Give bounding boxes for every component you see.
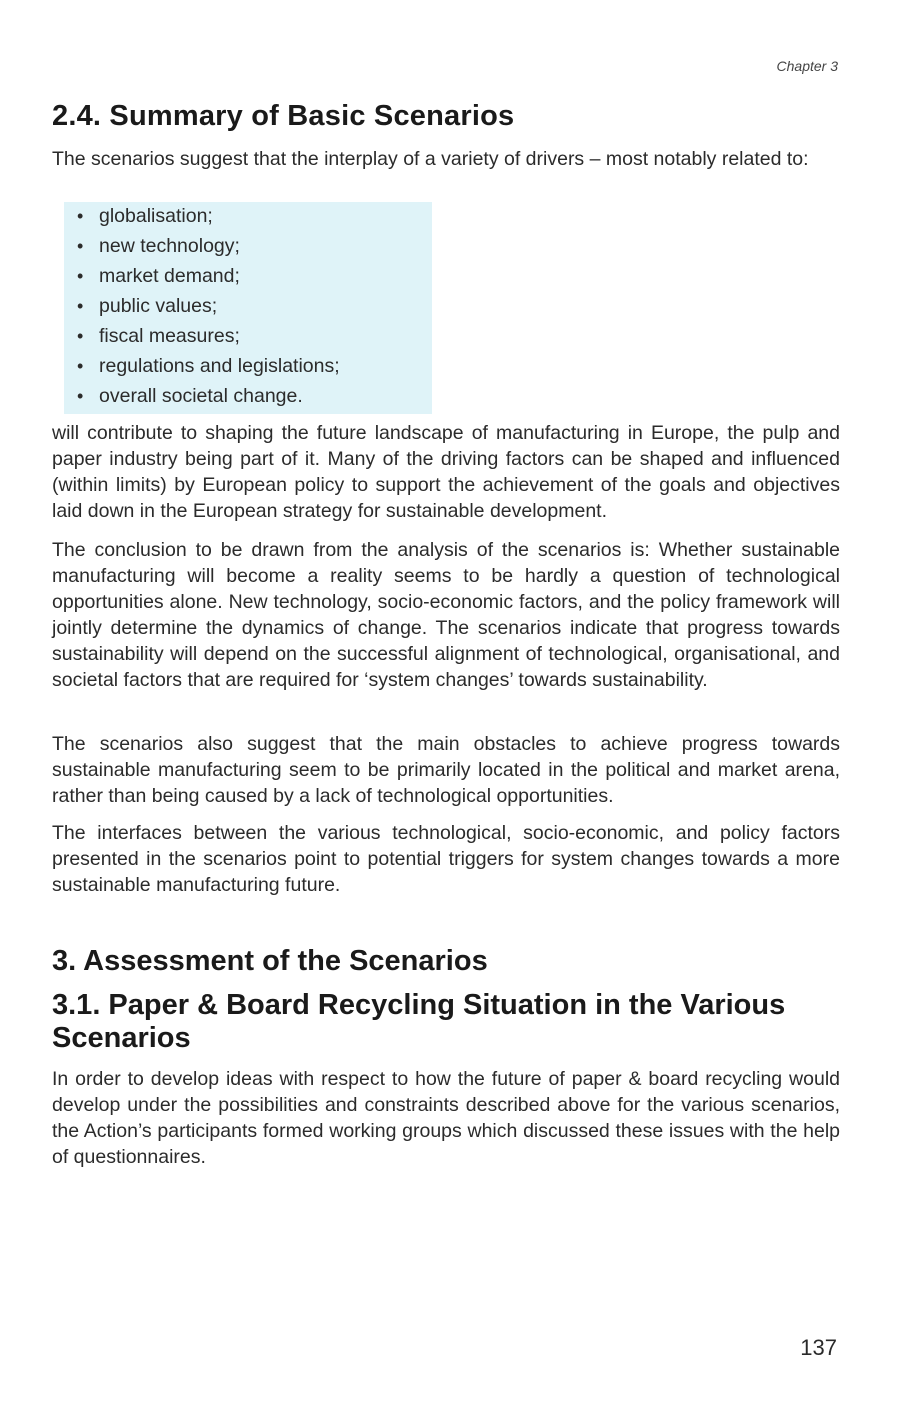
section-heading-2-4: 2.4. Summary of Basic Scenarios: [52, 100, 515, 132]
paragraph-obstacles: The scenarios also suggest that the main obstacles to achieve progress towards sustainable manufacturing seem to be primarily located in the political and market arena, rather than being caused by a lack of technological opportunities.: [52, 733, 840, 807]
paragraph-conclusion: The conclusion to be drawn from the analysis of the scenarios is: Whether sustainable manufacturing will become a reality seems to be hardly a question of technological opportunities alone. New technology, socio-economic factors, and the policy framework will jointly determine the dynamics of change. The scenarios indicate that progress towards sustainability will depend on the successful alignment of technological, organisational, and societal factors that are required for ‘system changes’ towards sustainability.: [52, 539, 840, 691]
list-item: • regulations and legislations;: [75, 351, 340, 381]
running-head: Chapter 3: [776, 58, 838, 74]
paragraph-interfaces: The interfaces between the various technological, socio-economic, and policy factors presented in the scenarios point to potential triggers for system changes towards a more sustainable manufacturing future.: [52, 822, 840, 896]
intro-paragraph: The scenarios suggest that the interplay of a variety of drivers – most notably related to:: [52, 148, 809, 170]
list-item: • public values;: [75, 291, 340, 321]
paragraph-contribution: will contribute to shaping the future landscape of manufacturing in Europe, the pulp and paper industry being part of it. Many of the driving factors can be shaped and influenced (within limits) by European policy to support the achievement of the goals and objectives laid down in the European strategy for sustainable development.: [52, 422, 840, 522]
list-item: • overall societal change.: [75, 381, 340, 411]
page-number: 137: [800, 1335, 837, 1360]
list-item: • market demand;: [75, 261, 340, 291]
section-heading-3-1: 3.1. Paper & Board Recycling Situation in the Various Scenarios: [52, 989, 786, 1054]
section-heading-3: 3. Assessment of the Scenarios: [52, 945, 488, 977]
drivers-list: [75, 201, 340, 411]
paragraph-working-groups: In order to develop ideas with respect to how the future of paper & board recycling would develop under the possibilities and constraints described above for the various scenarios, the Action’s participants formed working groups which discussed these issues with the help of questionnaires.: [52, 1068, 840, 1168]
list-item: • globalisation;: [75, 201, 340, 231]
list-item: • new technology;: [75, 231, 340, 261]
list-item: • fiscal measures;: [75, 321, 340, 351]
